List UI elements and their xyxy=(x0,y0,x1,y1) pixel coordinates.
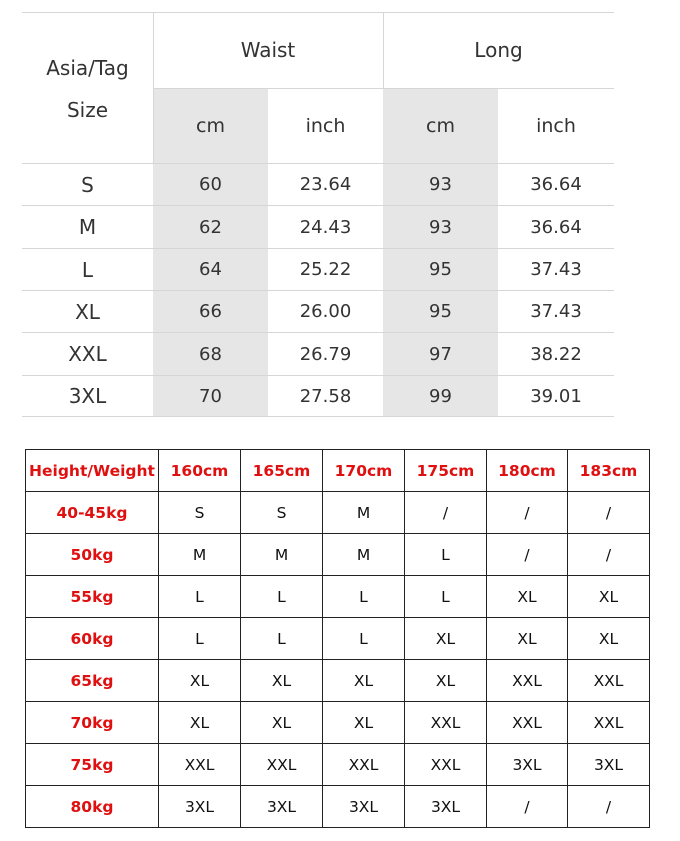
table-cell: 3XL xyxy=(323,786,405,828)
table-cell: / xyxy=(568,534,650,576)
table-cell: 3XL xyxy=(241,786,323,828)
table-cell: 23.64 xyxy=(299,174,352,195)
grid-line xyxy=(22,416,614,417)
header-height: 160cm xyxy=(159,450,241,492)
table-cell: 66 xyxy=(199,301,222,322)
size-label: 3XL xyxy=(68,384,107,408)
table-row xyxy=(26,786,650,828)
table-cell: / xyxy=(487,492,568,534)
table-cell: XL xyxy=(241,702,323,744)
table-cell: XL xyxy=(405,618,487,660)
table-cell: 26.79 xyxy=(299,343,352,365)
header-height: 183cm xyxy=(568,450,650,492)
unit-waist-inch: inch xyxy=(305,115,346,137)
table-cell: 37.43 xyxy=(530,301,582,322)
table-cell: 24.43 xyxy=(299,216,352,238)
table-row xyxy=(26,534,650,576)
table-cell: L xyxy=(323,618,405,660)
table-row xyxy=(26,618,650,660)
unit-long-cm: cm xyxy=(426,115,455,137)
header-long: Long xyxy=(474,38,523,62)
table-cell: XXL xyxy=(159,744,241,786)
table-cell: 95 xyxy=(429,259,452,280)
table-cell: XXL xyxy=(568,702,650,744)
table-cell: M xyxy=(159,534,241,576)
table-cell: L xyxy=(241,576,323,618)
table-cell: XL xyxy=(323,660,405,702)
table-cell: 62 xyxy=(199,216,222,238)
header-height: 165cm xyxy=(241,450,323,492)
height-weight-table xyxy=(25,449,650,828)
table-header-row xyxy=(26,450,650,492)
weight-label: 80kg xyxy=(26,786,159,828)
table-cell: 3XL xyxy=(159,786,241,828)
table-cell: L xyxy=(241,618,323,660)
weight-label: 60kg xyxy=(26,618,159,660)
table-cell: 27.58 xyxy=(299,385,352,407)
header-height: 180cm xyxy=(487,450,568,492)
table-cell: 70 xyxy=(199,385,222,407)
table-cell: M xyxy=(323,492,405,534)
weight-label: 55kg xyxy=(26,576,159,618)
table-cell: / xyxy=(568,786,650,828)
size-label: XXL xyxy=(68,342,107,366)
weight-label: 40-45kg xyxy=(26,492,159,534)
table-cell: XL xyxy=(159,660,241,702)
table-cell: 97 xyxy=(429,343,452,365)
size-label: S xyxy=(81,172,94,197)
unit-waist-cm: cm xyxy=(196,115,225,137)
table-cell: 64 xyxy=(199,259,222,280)
table-cell: XL xyxy=(568,618,650,660)
table-row xyxy=(26,660,650,702)
table-cell: 26.00 xyxy=(299,301,352,322)
table-cell: XXL xyxy=(405,744,487,786)
table-cell: 3XL xyxy=(405,786,487,828)
table-cell: XL xyxy=(405,660,487,702)
table-cell: 60 xyxy=(199,174,222,195)
table-cell: XXL xyxy=(241,744,323,786)
table-cell: S xyxy=(241,492,323,534)
table-cell: XL xyxy=(568,576,650,618)
size-label: M xyxy=(78,215,97,239)
table-cell: L xyxy=(323,576,405,618)
table-cell: 95 xyxy=(429,301,452,322)
table-row xyxy=(26,492,650,534)
weight-label: 75kg xyxy=(26,744,159,786)
table-cell: S xyxy=(159,492,241,534)
weight-label: 65kg xyxy=(26,660,159,702)
table-cell: / xyxy=(405,492,487,534)
table-cell: 93 xyxy=(429,216,452,238)
table-cell: XL xyxy=(487,618,568,660)
corner-label-size: Size xyxy=(66,98,109,122)
size-label: XL xyxy=(75,299,100,324)
table-cell: XXL xyxy=(568,660,650,702)
corner-label-height-weight: Height/Weight xyxy=(26,450,159,492)
table-cell: 39.01 xyxy=(530,385,582,407)
table-cell: 25.22 xyxy=(299,259,352,280)
table-cell: / xyxy=(568,492,650,534)
corner-label-asia-tag: Asia/Tag xyxy=(46,56,129,80)
table-cell: XL xyxy=(323,702,405,744)
table-cell: 3XL xyxy=(568,744,650,786)
table-cell: 36.64 xyxy=(530,174,582,195)
table-cell: 37.43 xyxy=(530,259,582,280)
table-cell: XL xyxy=(487,576,568,618)
header-height: 175cm xyxy=(405,450,487,492)
table-cell: L xyxy=(159,618,241,660)
table-cell: / xyxy=(487,786,568,828)
table-cell: XXL xyxy=(487,660,568,702)
table-cell: XXL xyxy=(405,702,487,744)
table-cell: XL xyxy=(159,702,241,744)
table-cell: XL xyxy=(241,660,323,702)
table-cell: XXL xyxy=(323,744,405,786)
table-cell: L xyxy=(405,576,487,618)
table-cell: 93 xyxy=(429,174,452,195)
header-waist: Waist xyxy=(240,38,296,62)
table-cell: / xyxy=(487,534,568,576)
table-cell: 3XL xyxy=(487,744,568,786)
table-cell: XXL xyxy=(487,702,568,744)
size-label: L xyxy=(81,257,94,282)
table-cell: 68 xyxy=(199,343,222,365)
table-row xyxy=(26,744,650,786)
table-cell: 99 xyxy=(429,385,452,407)
table-row xyxy=(26,702,650,744)
table-cell: 38.22 xyxy=(530,343,582,365)
header-height: 170cm xyxy=(323,450,405,492)
unit-long-inch: inch xyxy=(536,115,576,137)
table-cell: M xyxy=(323,534,405,576)
table-cell: L xyxy=(405,534,487,576)
weight-label: 70kg xyxy=(26,702,159,744)
table-row xyxy=(26,576,650,618)
weight-label: 50kg xyxy=(26,534,159,576)
table-cell: L xyxy=(159,576,241,618)
table-cell: M xyxy=(241,534,323,576)
table-cell: 36.64 xyxy=(530,216,582,238)
